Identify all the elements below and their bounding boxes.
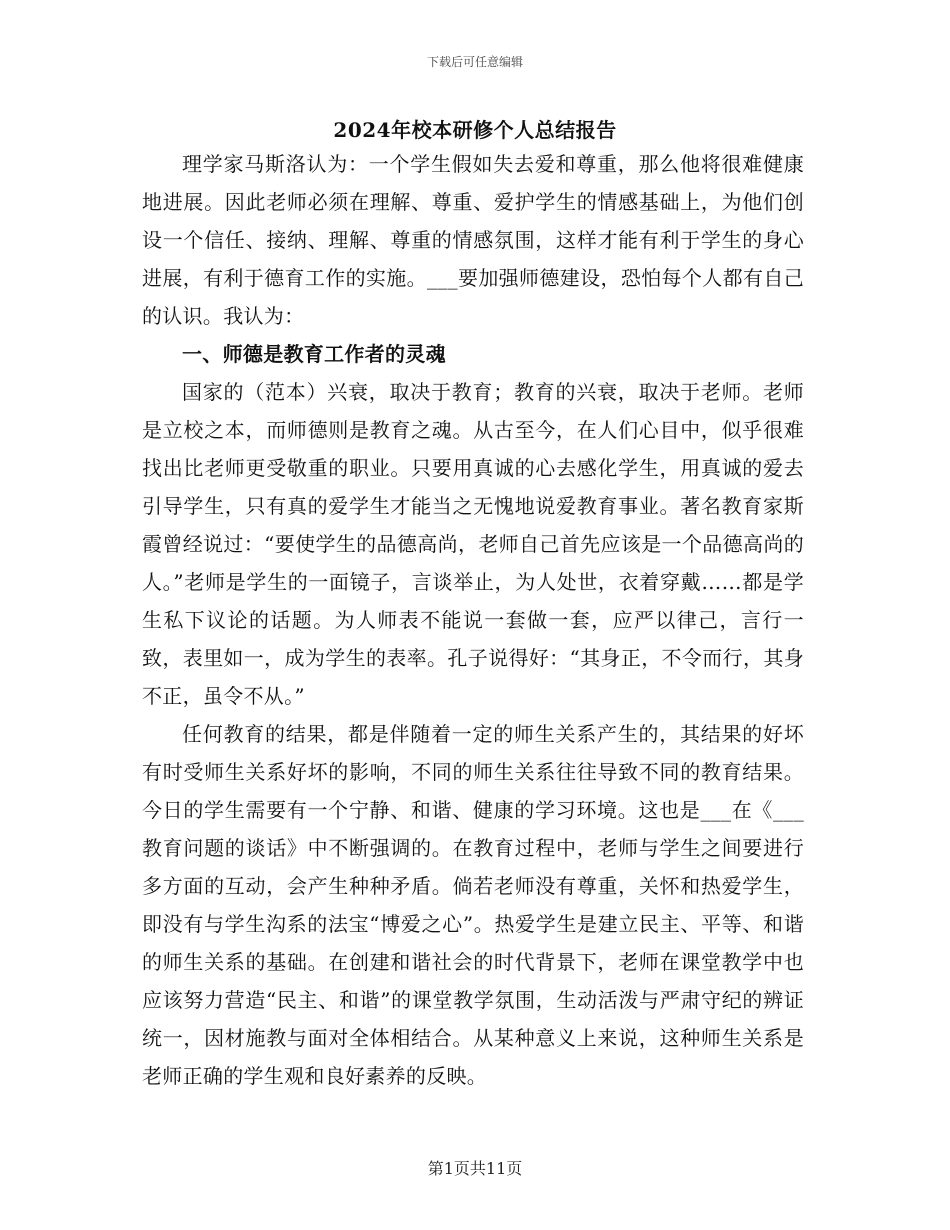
document-title: 2024年校本研修个人总结报告 bbox=[333, 118, 617, 142]
intro-paragraph: 理学家马斯洛认为：一个学生假如失去爱和尊重，那么他将很难健康地进展。因此老师必须在理解、尊重、爱护学生的情感基础上，为他们创设一个信任、接纳、理解、尊重的情感氛围，这样才能有利于学生的身心进展，有利于德育工作的实施。___要加强师德建设，恐怕每个人都有自己的认识。我认为： bbox=[142, 152, 804, 328]
document-body bbox=[142, 145, 804, 1095]
body-paragraph: 国家的（范本）兴衰，取决于教育；教育的兴衰，取决于老师。老师是立校之本，而师德则是教育之魂。从古至今，在人们心目中，似乎很难找出比老师更受敬重的职业。只要用真诚的心去感化学生，用真诚的爱去引导学生，只有真的爱学生才能当之无愧地说爱教育事业。著名教育家斯霞曾经说过：“要使学生的品德高尚，老师自己首先应该是一个品德高尚的人。”老师是学生的一面镜子，言谈举止，为人处世，衣着穿戴……都是学生私下议论的话题。为人师表不能说一套做一套，应严以律己，言行一致，表里如一，成为学生的表率。孔子说得好：“其身正，不令而行，其身不正，虽令不从。” bbox=[142, 380, 804, 708]
section-heading: 一、师德是教育工作者的灵魂 bbox=[182, 342, 446, 366]
page-number: 第1页共11页 bbox=[427, 1159, 523, 1178]
page-header-note: 下载后可任意编辑 bbox=[426, 55, 523, 69]
body-paragraph: 任何教育的结果，都是伴随着一定的师生关系产生的，其结果的好坏有时受师生关系好坏的影响，不同的师生关系往往导致不同的教育结果。今日的学生需要有一个宁静、和谐、健康的学习环境。这也是___在《___教育问题的谈话》中不断强调的。在教育过程中，老师与学生之间要进行多方面的互动，会产生种种矛盾。倘若老师没有尊重，关怀和热爱学生，即没有与学生沟系的法宝“博爱之心”。热爱学生是建立民主、平等、和谐的师生关系的基础。在创建和谐社会的时代背景下，老师在课堂教学中也应该努力营造“民主、和谐”的课堂教学氛围，生动活泼与严肃守纪的辨证统一，因材施教与面对全体相结合。从某种意义上来说，这种师生关系是老师正确的学生观和良好素养的反映。 bbox=[142, 722, 804, 1088]
